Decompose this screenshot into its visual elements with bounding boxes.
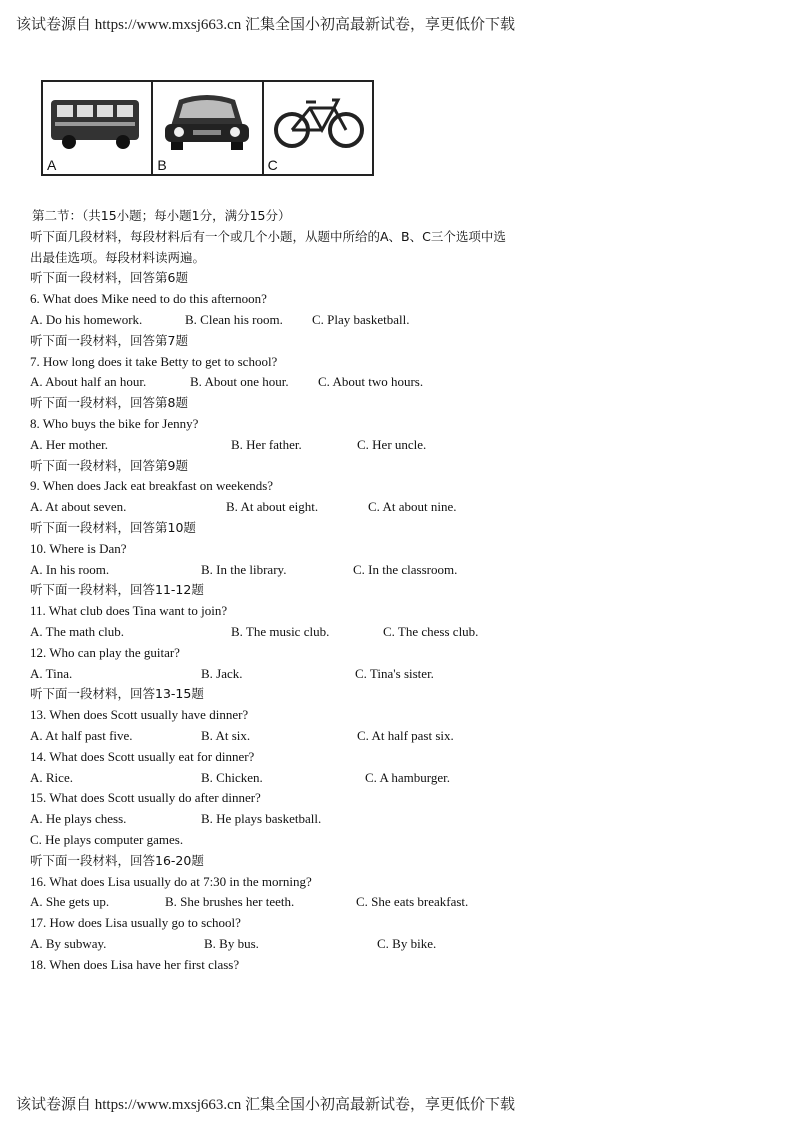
answer-option-a: A. Her mother. [30, 436, 108, 452]
question-text: 7. How long does it take Betty to get to school? [30, 353, 278, 369]
material-instruction: 听下面一段材料，回答第9题 [30, 457, 188, 473]
answer-options [30, 310, 770, 331]
answer-option-b: B. At six. [201, 727, 251, 743]
answer-option-c: C. Tina's sister. [355, 665, 434, 681]
material-instruction: 听下面一段材料，回答第8题 [30, 395, 188, 411]
answer-option-b: B. At about eight. [226, 499, 319, 515]
answer-option-a: A. In his room. [30, 561, 110, 577]
question-text: 14. What does Scott usually eat for dinner? [30, 748, 255, 764]
question-text: 11. What club does Tina want to join? [30, 603, 228, 619]
answer-option-a: A. At half past five. [30, 727, 133, 743]
answer-option-b: B. She brushes her teeth. [165, 894, 295, 910]
bike-icon [268, 86, 368, 156]
question-text: C. He plays computer games. [30, 831, 184, 847]
answer-option-c: C. Her uncle. [357, 436, 427, 452]
answer-option-b: B. About one hour. [190, 374, 289, 390]
answer-option-a: A. He plays chess. [30, 811, 127, 827]
answer-option-c: C. At about nine. [368, 499, 457, 515]
material-instruction: 听下面一段材料，回答11-12题 [30, 582, 204, 598]
question-text: 6. What does Mike need to do this afternoon? [30, 291, 267, 307]
question-text: 16. What does Lisa usually do at 7:30 in the morning? [30, 873, 312, 889]
answer-option-c: C. A hamburger. [365, 769, 450, 785]
answer-option-a: A. Rice. [30, 769, 73, 785]
answer-option-a: A. Do his homework. [30, 311, 143, 327]
material-instruction: 听下面一段材料，回答第10题 [30, 519, 196, 535]
answer-option-a: A. At about seven. [30, 499, 127, 515]
picture-option-b [153, 82, 263, 174]
material-instruction: 听下面一段材料，回答第6题 [30, 270, 188, 286]
answer-options [30, 664, 770, 685]
picture-option-a [43, 82, 153, 174]
answer-option-c: C. The chess club. [383, 623, 479, 639]
picture-letter-a: A [47, 157, 57, 173]
answer-option-b: B. Clean his room. [185, 311, 283, 327]
question-text: 9. When does Jack eat breakfast on weekends? [30, 478, 274, 494]
answer-option-c: C. At half past six. [357, 727, 454, 743]
answer-options [30, 892, 770, 913]
picture-options [41, 80, 374, 176]
section-instruction-cont: 出最佳选项。每段材料读两遍。 [30, 249, 206, 265]
picture-option-c [264, 82, 372, 174]
answer-option-a: A. By subway. [30, 935, 107, 951]
question-text: 17. How does Lisa usually go to school? [30, 915, 241, 931]
answer-option-c: C. She eats breakfast. [356, 894, 469, 910]
material-instruction: 听下面一段材料，回答16-20题 [30, 852, 204, 868]
question-list [30, 268, 770, 975]
answer-option-b: B. By bus. [204, 935, 259, 951]
answer-options [30, 372, 770, 393]
answer-option-a: A. Tina. [30, 665, 73, 681]
source-banner-top: 该试卷源自 https://www.mxsj663.cn 汇集全国小初高最新试卷，享更低价下载 [16, 17, 516, 33]
answer-option-b: B. The music club. [231, 623, 330, 639]
answer-options [30, 809, 770, 830]
answer-option-a: A. About half an hour. [30, 374, 147, 390]
answer-option-b: B. He plays basketball. [201, 811, 322, 827]
answer-option-c: C. By bike. [377, 935, 437, 951]
bus-icon [47, 86, 147, 156]
picture-letter-c: C [267, 157, 278, 173]
answer-option-b: B. Her father. [231, 436, 302, 452]
answer-option-b: B. In the library. [201, 561, 287, 577]
answer-options [30, 560, 770, 581]
car-icon [157, 86, 257, 156]
answer-options [30, 726, 770, 747]
material-instruction: 听下面一段材料，回答第7题 [30, 332, 188, 348]
answer-option-a: A. She gets up. [30, 894, 110, 910]
answer-option-b: B. Chicken. [201, 769, 263, 785]
question-text: 12. Who can play the guitar? [30, 644, 180, 660]
section-instruction: 听下面几段材料，每段材料后有一个或几个小题，从题中所给的A、B、C三个选项中选 [30, 228, 506, 244]
listening-section [30, 206, 770, 975]
answer-options [30, 497, 770, 518]
source-banner-bottom: 该试卷源自 https://www.mxsj663.cn 汇集全国小初高最新试卷，享更低价下载 [16, 1097, 516, 1113]
answer-option-c: C. About two hours. [318, 374, 424, 390]
answer-options [30, 435, 770, 456]
answer-options [30, 622, 770, 643]
section-title: 第二节：（共15小题；每小题1分，满分15分） [32, 208, 291, 223]
answer-options [30, 934, 770, 955]
answer-options [30, 768, 770, 789]
answer-option-c: C. In the classroom. [353, 561, 458, 577]
answer-option-b: B. Jack. [201, 665, 243, 681]
question-text: 8. Who buys the bike for Jenny? [30, 415, 199, 431]
picture-letter-b: B [157, 157, 167, 173]
question-text: 13. When does Scott usually have dinner? [30, 707, 249, 723]
question-text: 15. What does Scott usually do after dinner? [30, 790, 261, 806]
material-instruction: 听下面一段材料，回答13-15题 [30, 686, 204, 702]
question-text: 10. Where is Dan? [30, 540, 127, 556]
answer-option-c: C. Play basketball. [312, 311, 410, 327]
question-text: 18. When does Lisa have her first class? [30, 956, 240, 972]
answer-option-a: A. The math club. [30, 623, 124, 639]
